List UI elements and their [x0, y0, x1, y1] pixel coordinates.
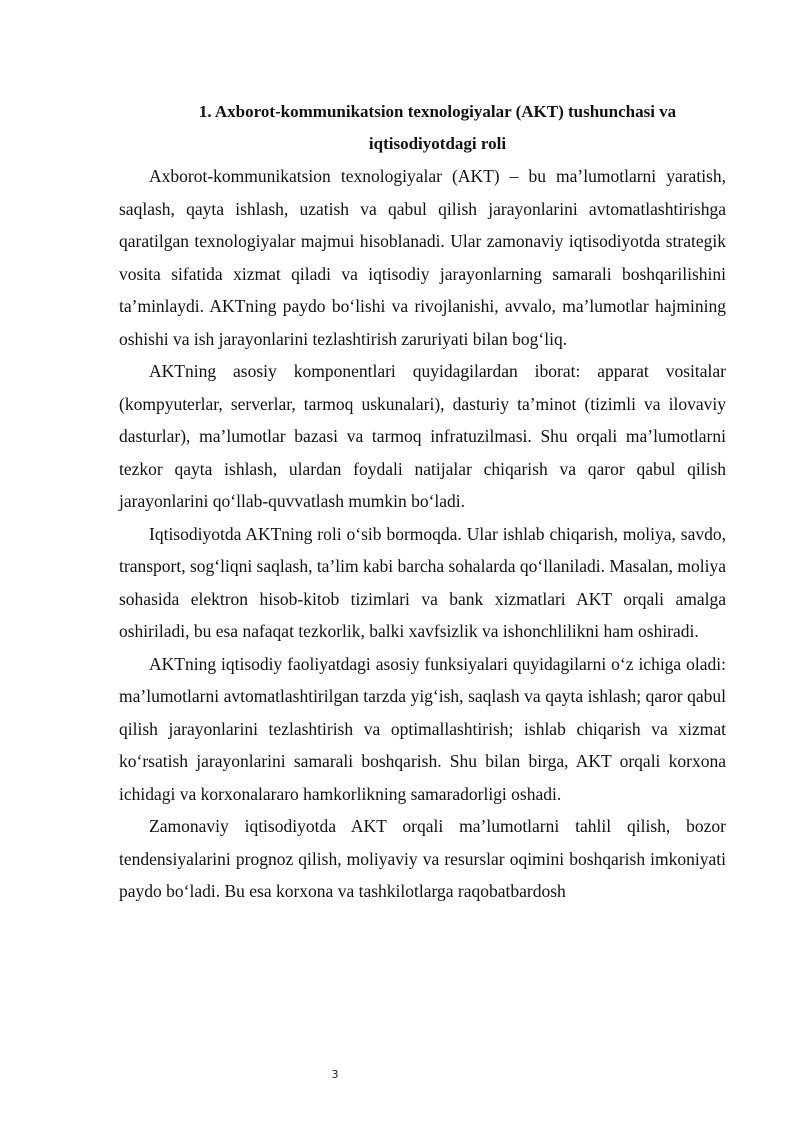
page-number: 3	[331, 1068, 339, 1081]
paragraph-akt-role: Iqtisodiyotda AKTning roli o‘sib bormoqda. Ular ishlab chiqarish, moliya, savdo, transport, sog‘liqni saqlash, ta’lim kabi barcha sohalarda qo‘llaniladi. Masalan, moliya sohasida elektron hisob-kitob tizimlari va bank xizmatlari AKT orqali amalga oshiriladi, bu esa nafaqat tezkorlik, balki xavfsizlik va ishonchlilikni ham oshiradi.	[119, 523, 726, 641]
paragraph-akt-definition: Axborot-kommunikatsion texnologiyalar (AKT) – bu ma’lumotlarni yaratish, saqlash, qayta ishlash, uzatish va qabul qilish jarayonlarini avtomatlashtirishga qaratilgan texnologiyalar majmui hisoblanadi. Ular zamonaviy iqtisodiyotda strategik vosita sifatida xizmat qiladi va iqtisodiy jarayonlarning samarali boshqarilishini ta’minlaydi. AKTning paydo bo‘lishi va rivojlanishi, avvalo, ma’lumotlar hajmining oshishi va ish jarayonlarini tezlashtirish zaruriyati bilan bog‘liq.	[119, 166, 726, 349]
paragraph-akt-modern-economy: Zamonaviy iqtisodiyotda AKT orqali ma’lumotlarni tahlil qilish, bozor tendensiyalarini prognoz qilish, moliyaviy va resurslar oqimini boshqarish imkoniyati paydo bo‘ladi. Bu esa korxona va tashkilotlarga raqobatbardosh	[119, 816, 726, 901]
paragraph-akt-functions: AKTning iqtisodiy faoliyatdagi asosiy funksiyalari quyidagilarni o‘z ichiga oladi: ma’lumotlarni avtomatlashtirilgan tarzda yig‘ish, saqlash va qayta ishlash; qaror qabul qilish jarayonlarini tezlashtirish va optimallashtirish; ishlab chiqarish va xizmat ko‘rsatish jarayonlarini samarali boshqarish. Shu bilan birga, AKT orqali korxona ichidagi va korxonalararo hamkorlikning samaradorligi oshadi.	[119, 653, 726, 804]
paragraph-akt-components: AKTning asosiy komponentlari quyidagilardan iborat: apparat vositalar (kompyuterlar, serverlar, tarmoq uskunalari), dasturiy ta’minot (tizimli va ilovaviy dasturlar), ma’lumotlar bazasi va tarmoq infratuzilmasi. Shu orqali ma’lumotlarni tezkor qayta ishlash, ulardan foydali natijalar chiqarish va qaror qabul qilish jarayonlarini qo‘llab-quvvatlash mumkin bo‘ladi.	[119, 361, 726, 511]
document-page	[119, 96, 726, 908]
section-heading: 1. Axborot-kommunikatsion texnologiyalar (AKT) tushunchasi va iqtisodiyotdagi roli	[198, 102, 677, 153]
